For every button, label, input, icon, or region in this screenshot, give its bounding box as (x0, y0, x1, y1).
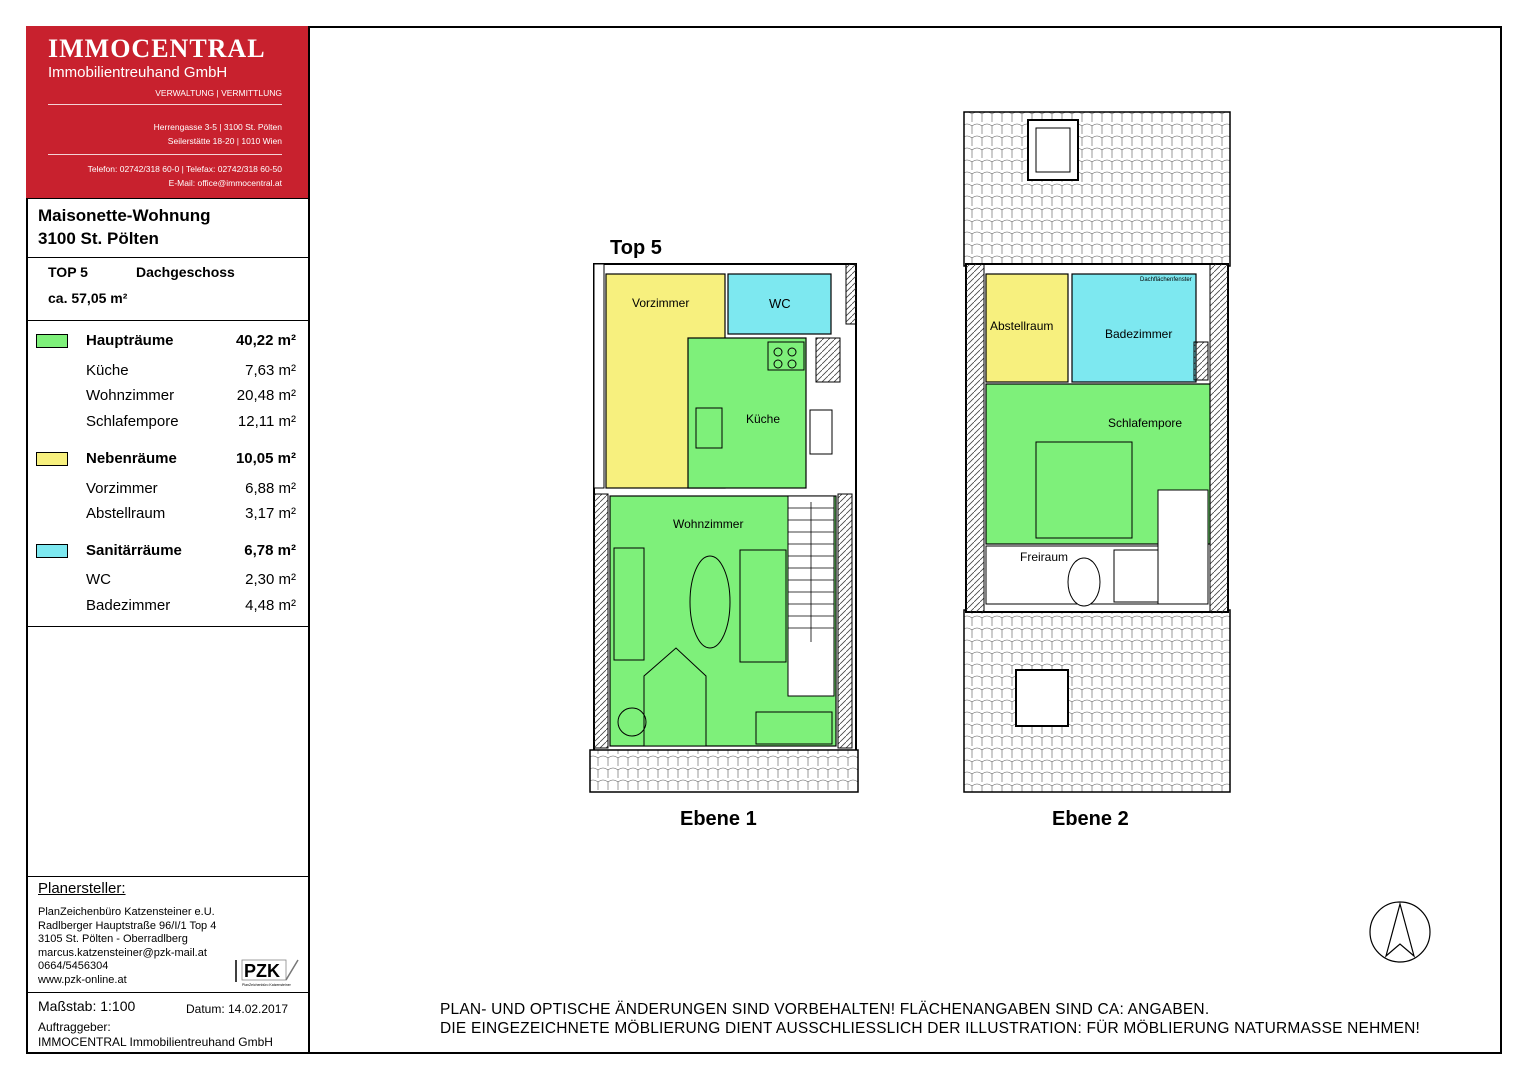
logo-brand: IMMOCENTRAL (48, 34, 266, 63)
bed (1036, 442, 1132, 538)
room-area: 3,17 m² (245, 505, 296, 522)
coffee-table (690, 556, 730, 648)
divider (26, 626, 308, 627)
legend-room (26, 362, 308, 382)
legend-group-value: 40,22 m² (235, 332, 296, 349)
label-abstellraum: Abstellraum (990, 319, 1054, 333)
planer-line: PlanZeichenbüro Katzensteiner e.U. (38, 906, 215, 918)
planer-heading: Planersteller: (38, 880, 126, 897)
divider (26, 257, 308, 258)
planer-line: 3105 St. Pölten - Oberradlberg (38, 933, 188, 945)
pzk-logo-text: PZK (244, 961, 280, 981)
logo-divider-2 (48, 154, 282, 155)
dining-table (696, 408, 722, 448)
legend-room (26, 597, 308, 617)
staircase (788, 496, 834, 696)
disclaimer-line-2: DIE EINGEZEICHNETE MÖBLIERUNG DIENT AUSSCHLIESSLICH DER ILLUSTRATION: FÜR MÖBLIERUNG NATURMASSE NEHMEN! (440, 1020, 1421, 1037)
legend-group-value: 6,78 m² (244, 542, 296, 559)
label-badezimmer: Badezimmer (1105, 327, 1173, 341)
plan-date: Datum: 14.02.2017 (186, 1002, 289, 1016)
planer-line: www.pzk-online.at (38, 974, 127, 986)
room-area: 4,48 m² (245, 597, 296, 614)
room-name: Abstellraum (86, 505, 166, 522)
legend-group-haupt (26, 332, 308, 352)
logo-phone: Telefon: 02742/318 60-0 | Telefax: 02742/318 60-50 (87, 164, 282, 174)
unit-floor: Dachgeschoss (136, 264, 235, 280)
stove (768, 342, 804, 370)
label-schlafempore: Schlafempore (1108, 416, 1183, 430)
level-2-label: Ebene 2 (1052, 808, 1129, 830)
client-label: Auftraggeber: (38, 1020, 111, 1034)
plan-scale: Maßstab: 1:100 (38, 998, 136, 1014)
immocentral-logo (26, 26, 308, 198)
logo-email: E-Mail: office@immocentral.at (168, 178, 282, 188)
unit-number: TOP 5 (48, 264, 88, 280)
room-area: 20,48 m² (236, 387, 296, 404)
legend-swatch-sanitaer (36, 544, 68, 558)
logo-subtitle: Immobilientreuhand GmbH (48, 64, 228, 81)
legend-room (26, 480, 308, 500)
logo-services: VERWALTUNG | VERMITTLUNG (155, 88, 282, 98)
legend-group-name: Nebenräume (86, 450, 177, 467)
legend-group-name: Sanitärräume (86, 542, 182, 559)
north-arrow-icon (1366, 900, 1436, 964)
property-location: 3100 St. Pölten (38, 229, 159, 248)
legend-room (26, 413, 308, 433)
plan-title: Top 5 (610, 237, 662, 259)
planer-line: 0664/5456304 (38, 960, 109, 972)
logo-address-1: Herrengasse 3-5 | 3100 St. Pölten (153, 122, 282, 132)
legend-room (26, 571, 308, 591)
room-name: Badezimmer (86, 597, 171, 614)
label-vorzimmer: Vorzimmer (632, 296, 690, 310)
planer-line: Radlberger Hauptstraße 96/I/1 Top 4 (38, 920, 217, 932)
pzk-logo-subtext: PlanZeichenbüro Katzensteiner (242, 983, 291, 987)
info-panel (26, 26, 310, 1054)
shaft (816, 338, 840, 382)
desk (756, 712, 832, 744)
room-name: Küche (86, 362, 129, 379)
roof-area-bottom (964, 610, 1230, 792)
dormer-window (1016, 670, 1068, 726)
divider (26, 198, 308, 199)
disclaimer-line-1: PLAN- UND OPTISCHE ÄNDERUNGEN SIND VORBEHALTEN! FLÄCHENANGABEN SIND CA: ANGABEN. (440, 1001, 1210, 1018)
stair-opening (1158, 490, 1208, 604)
logo-divider (48, 104, 282, 105)
unit-area: ca. 57,05 m² (48, 290, 128, 306)
room-area: 7,63 m² (245, 362, 296, 379)
legend-group-neben (26, 450, 308, 470)
property-type: Maisonette-Wohnung (38, 206, 211, 225)
room-area: 6,88 m² (245, 480, 296, 497)
room-name: WC (86, 571, 111, 588)
legend-room (26, 505, 308, 525)
planer-line: marcus.katzensteiner@pzk-mail.at (38, 947, 207, 959)
room-name: Vorzimmer (86, 480, 158, 497)
label-wc: WC (769, 296, 791, 311)
label-dachfenster: Dachflächenfenster (1140, 277, 1192, 283)
roof-area (590, 750, 858, 792)
sink (810, 410, 832, 454)
legend-group-name: Haupträume (86, 332, 174, 349)
divider (26, 992, 308, 993)
legend-room (26, 387, 308, 407)
logo-address-2: Seilerstätte 18-20 | 1010 Wien (167, 136, 282, 146)
divider (26, 320, 308, 321)
roof-area-top (964, 112, 1230, 266)
legend-swatch-haupt (36, 334, 68, 348)
level-1-label: Ebene 1 (680, 808, 757, 830)
room-area: 2,30 m² (245, 571, 296, 588)
shelf (740, 550, 786, 662)
client-name: IMMOCENTRAL Immobilientreuhand GmbH (38, 1035, 273, 1049)
legend-group-sanitaer (26, 542, 308, 562)
room-area: 12,11 m² (237, 413, 296, 430)
legend-group-value: 10,05 m² (235, 450, 296, 467)
label-kueche: Küche (746, 412, 781, 426)
room-name: Wohnzimmer (86, 387, 175, 404)
sofa (614, 548, 644, 660)
pzk-logo (232, 956, 302, 988)
label-wohnzimmer: Wohnzimmer (673, 517, 744, 531)
divider (26, 876, 308, 877)
legend-swatch-neben (36, 452, 68, 466)
label-freiraum: Freiraum (1020, 550, 1069, 564)
floor-plan-level-2 (962, 110, 1232, 796)
room-name: Schlafempore (86, 413, 179, 430)
